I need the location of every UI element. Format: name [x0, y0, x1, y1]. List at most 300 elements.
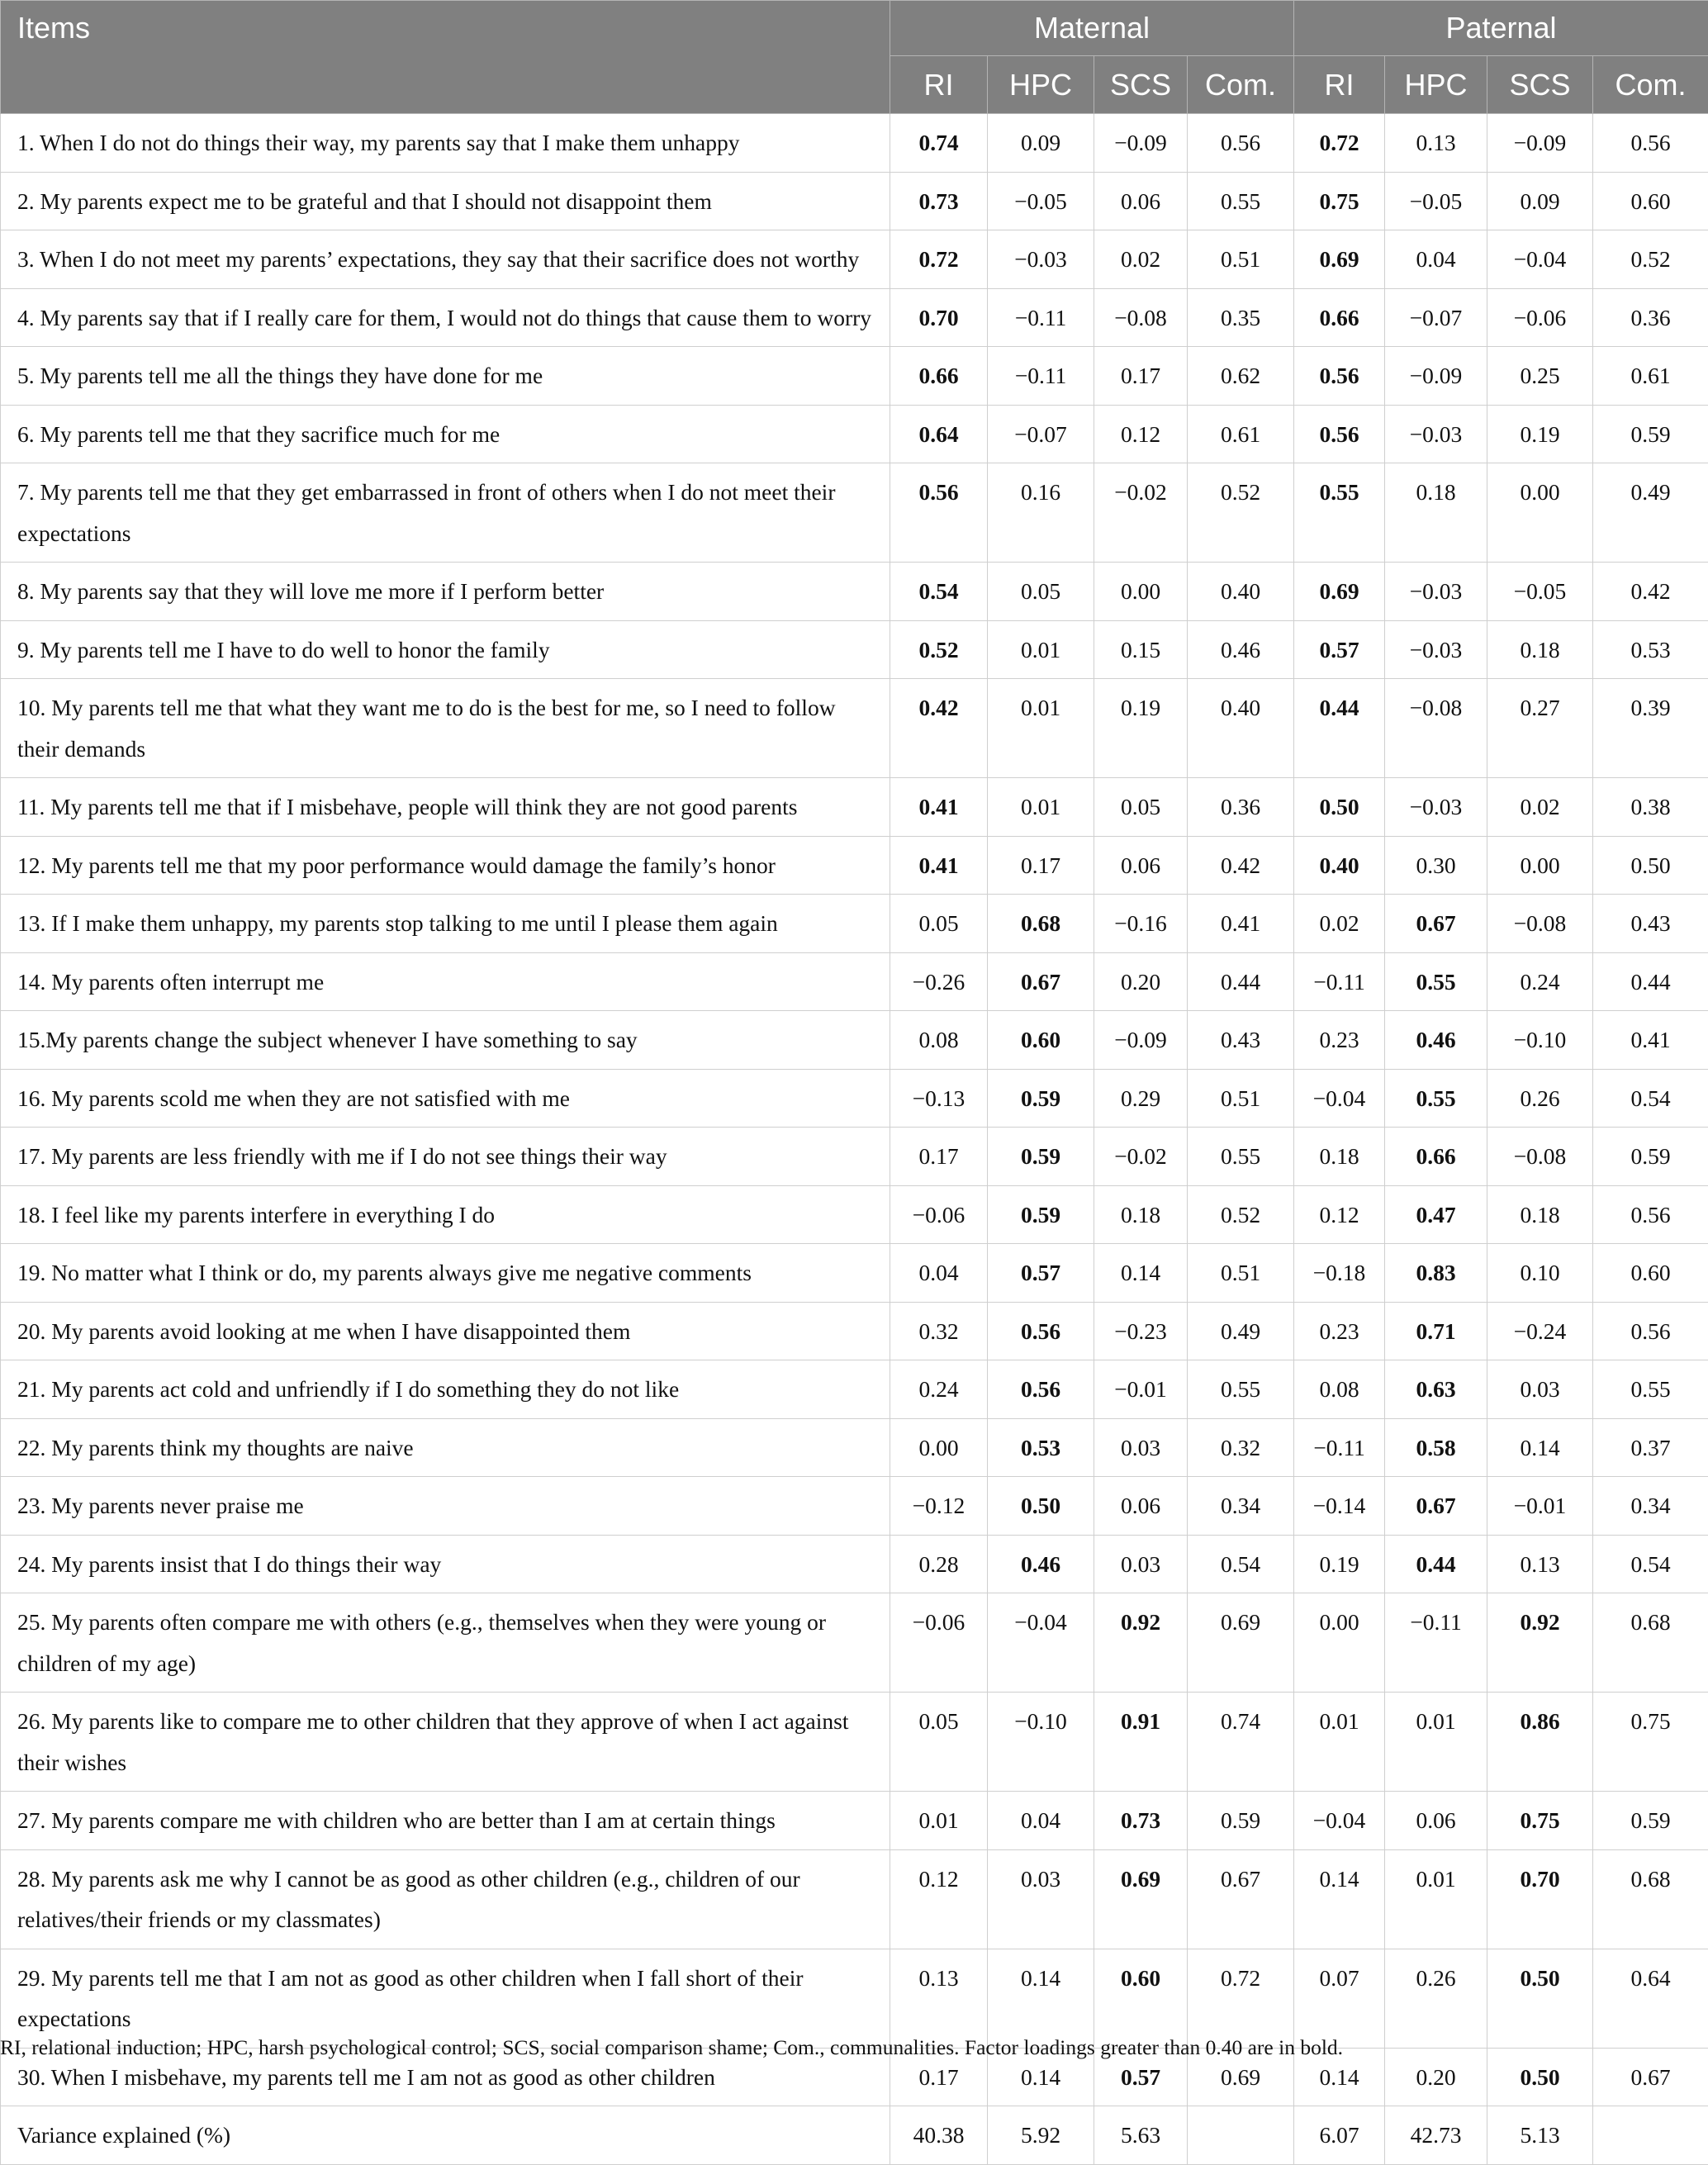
- loading-cell: −0.03: [1385, 405, 1487, 463]
- loading-cell: 0.32: [890, 1302, 988, 1360]
- loading-cell: 0.57: [988, 1244, 1094, 1303]
- table-row: [1, 778, 1708, 837]
- variance-cell: 5.13: [1487, 2106, 1593, 2165]
- table-row: [1, 1535, 1708, 1593]
- loading-cell: 0.64: [890, 405, 988, 463]
- loading-cell: 0.52: [1188, 1185, 1294, 1244]
- item-text: 30. When I misbehave, my parents tell me I am not as good as other children: [1, 2048, 890, 2106]
- loading-cell: 0.17: [1094, 347, 1188, 406]
- variance-cell: [1188, 2106, 1294, 2165]
- loading-cell: 0.05: [988, 563, 1094, 621]
- loading-cell: 0.06: [1385, 1792, 1487, 1850]
- loading-cell: 0.53: [1593, 620, 1708, 679]
- table-body: [1, 114, 1708, 2165]
- loading-cell: −0.14: [1294, 1477, 1385, 1536]
- loading-cell: −0.13: [890, 1069, 988, 1128]
- loading-cell: 0.74: [1188, 1693, 1294, 1792]
- loading-cell: 0.55: [1593, 1360, 1708, 1419]
- variance-cell: [1593, 2106, 1708, 2165]
- table-row: [1, 1069, 1708, 1128]
- loading-cell: 0.24: [1487, 952, 1593, 1011]
- loading-cell: −0.07: [1385, 288, 1487, 347]
- loading-cell: 0.18: [1094, 1185, 1188, 1244]
- item-text: 27. My parents compare me with children who are better than I am at certain things: [1, 1792, 890, 1850]
- loading-cell: 0.55: [1294, 463, 1385, 563]
- loading-cell: 0.05: [890, 895, 988, 953]
- table-row: [1, 952, 1708, 1011]
- loading-cell: 0.60: [988, 1011, 1094, 1070]
- loading-cell: 0.06: [1094, 1477, 1188, 1536]
- loading-cell: 0.02: [1094, 230, 1188, 289]
- loading-cell: 0.38: [1593, 778, 1708, 837]
- header-items: Items: [1, 1, 890, 114]
- loading-cell: −0.18: [1294, 1244, 1385, 1303]
- item-text: 11. My parents tell me that if I misbehave, people will think they are not good parents: [1, 778, 890, 837]
- item-text: 3. When I do not meet my parents’ expectations, they say that their sacrifice does not worthy: [1, 230, 890, 289]
- loading-cell: 0.56: [1593, 114, 1708, 173]
- loading-cell: −0.01: [1094, 1360, 1188, 1419]
- loading-cell: 0.68: [988, 895, 1094, 953]
- loading-cell: 0.67: [1188, 1849, 1294, 1949]
- loading-cell: 0.55: [1188, 172, 1294, 230]
- loading-cell: 0.36: [1188, 778, 1294, 837]
- loading-cell: 0.51: [1188, 230, 1294, 289]
- loading-cell: 0.00: [1294, 1593, 1385, 1693]
- loading-cell: 0.42: [1593, 563, 1708, 621]
- table-row: [1, 1693, 1708, 1792]
- item-text: 14. My parents often interrupt me: [1, 952, 890, 1011]
- loading-cell: 0.55: [1188, 1360, 1294, 1419]
- loading-cell: 0.50: [1487, 2048, 1593, 2106]
- variance-cell: 5.92: [988, 2106, 1094, 2165]
- table-row: [1, 1949, 1708, 2048]
- loading-cell: 0.17: [890, 1128, 988, 1186]
- loading-cell: 0.14: [988, 2048, 1094, 2106]
- loading-cell: 0.54: [1593, 1069, 1708, 1128]
- loading-cell: 0.04: [890, 1244, 988, 1303]
- table-row: [1, 1849, 1708, 1949]
- loading-cell: 0.67: [1593, 2048, 1708, 2106]
- loading-cell: 0.50: [1593, 836, 1708, 895]
- loading-cell: −0.26: [890, 952, 988, 1011]
- loading-cell: 0.03: [988, 1849, 1094, 1949]
- loading-cell: 0.44: [1294, 679, 1385, 778]
- loading-cell: −0.03: [1385, 620, 1487, 679]
- loading-cell: 0.68: [1593, 1849, 1708, 1949]
- item-text: 26. My parents like to compare me to other children that they approve of when I act against their wishes: [1, 1693, 890, 1792]
- loading-cell: 0.72: [890, 230, 988, 289]
- loading-cell: 0.74: [890, 114, 988, 173]
- loading-cell: 0.14: [1487, 1418, 1593, 1477]
- loading-cell: 0.56: [1593, 1185, 1708, 1244]
- variance-cell: 42.73: [1385, 2106, 1487, 2165]
- loading-cell: −0.03: [1385, 563, 1487, 621]
- loading-cell: 0.00: [1094, 563, 1188, 621]
- item-text: 8. My parents say that they will love me more if I perform better: [1, 563, 890, 621]
- item-text: 4. My parents say that if I really care for them, I would not do things that cause them to worry: [1, 288, 890, 347]
- loading-cell: 0.19: [1487, 405, 1593, 463]
- loading-cell: 0.08: [1294, 1360, 1385, 1419]
- item-text: 5. My parents tell me all the things they have done for me: [1, 347, 890, 406]
- loading-cell: 0.09: [988, 114, 1094, 173]
- loading-cell: −0.01: [1487, 1477, 1593, 1536]
- loading-cell: 0.36: [1593, 288, 1708, 347]
- loading-cell: 0.56: [1188, 114, 1294, 173]
- loading-cell: 0.01: [890, 1792, 988, 1850]
- loading-cell: 0.58: [1385, 1418, 1487, 1477]
- loading-cell: 0.23: [1294, 1302, 1385, 1360]
- loading-cell: −0.09: [1094, 1011, 1188, 1070]
- loading-cell: 0.71: [1385, 1302, 1487, 1360]
- loading-cell: 0.52: [1593, 230, 1708, 289]
- loading-cell: 0.26: [1385, 1949, 1487, 2048]
- table-row: [1, 1418, 1708, 1477]
- loading-cell: 0.01: [988, 620, 1094, 679]
- loading-cell: 0.61: [1593, 347, 1708, 406]
- loading-cell: 0.42: [1188, 836, 1294, 895]
- table-row: [1, 172, 1708, 230]
- item-text: 24. My parents insist that I do things their way: [1, 1535, 890, 1593]
- loading-cell: 0.12: [890, 1849, 988, 1949]
- loading-cell: 0.70: [1487, 1849, 1593, 1949]
- loading-cell: −0.11: [1385, 1593, 1487, 1693]
- loading-cell: 0.55: [1385, 952, 1487, 1011]
- item-text: 12. My parents tell me that my poor performance would damage the family’s honor: [1, 836, 890, 895]
- loading-cell: −0.03: [1385, 778, 1487, 837]
- loading-cell: 0.01: [988, 679, 1094, 778]
- table-row: [1, 114, 1708, 173]
- loading-cell: −0.04: [1294, 1792, 1385, 1850]
- loading-cell: 0.13: [890, 1949, 988, 2048]
- loading-cell: 0.69: [1188, 1593, 1294, 1693]
- loading-cell: −0.04: [988, 1593, 1094, 1693]
- loading-cell: 0.00: [1487, 463, 1593, 563]
- loading-cell: 0.51: [1188, 1244, 1294, 1303]
- loading-cell: 0.68: [1593, 1593, 1708, 1693]
- loading-cell: 0.55: [1385, 1069, 1487, 1128]
- table-header: [1, 1, 1708, 114]
- loading-cell: 0.05: [890, 1693, 988, 1792]
- loading-cell: −0.05: [988, 172, 1094, 230]
- loading-cell: 0.60: [1094, 1949, 1188, 2048]
- loading-cell: 0.47: [1385, 1185, 1487, 1244]
- loading-cell: 0.24: [890, 1360, 988, 1419]
- loading-cell: 0.56: [988, 1302, 1094, 1360]
- loading-cell: 0.50: [988, 1477, 1094, 1536]
- loading-cell: −0.10: [988, 1693, 1094, 1792]
- item-text: 15.My parents change the subject whenever I have something to say: [1, 1011, 890, 1070]
- loading-cell: 0.66: [1385, 1128, 1487, 1186]
- loading-cell: 0.02: [1487, 778, 1593, 837]
- loading-cell: 0.10: [1487, 1244, 1593, 1303]
- loading-cell: 0.62: [1188, 347, 1294, 406]
- loading-cell: 0.60: [1593, 172, 1708, 230]
- loading-cell: 0.41: [1188, 895, 1294, 953]
- subheader-maternal-scs: SCS: [1094, 56, 1188, 114]
- loading-cell: 0.50: [1487, 1949, 1593, 2048]
- subheader-maternal-hpc: HPC: [988, 56, 1094, 114]
- item-text: 21. My parents act cold and unfriendly if I do something they do not like: [1, 1360, 890, 1419]
- loading-cell: 0.59: [1593, 405, 1708, 463]
- loading-cell: 0.25: [1487, 347, 1593, 406]
- loading-cell: 0.46: [988, 1535, 1094, 1593]
- loading-cell: 0.09: [1487, 172, 1593, 230]
- loading-cell: 0.17: [988, 836, 1094, 895]
- loading-cell: −0.11: [1294, 952, 1385, 1011]
- loading-cell: 0.26: [1487, 1069, 1593, 1128]
- loading-cell: 0.14: [1294, 2048, 1385, 2106]
- item-text: 7. My parents tell me that they get embarrassed in front of others when I do not meet their expectations: [1, 463, 890, 563]
- loading-cell: 0.34: [1593, 1477, 1708, 1536]
- loading-cell: 0.18: [1487, 620, 1593, 679]
- loading-cell: 0.27: [1487, 679, 1593, 778]
- table-row: [1, 288, 1708, 347]
- item-text: 9. My parents tell me I have to do well to honor the family: [1, 620, 890, 679]
- table-row: [1, 1185, 1708, 1244]
- loading-cell: 0.18: [1487, 1185, 1593, 1244]
- loading-cell: −0.05: [1385, 172, 1487, 230]
- loading-cell: 0.72: [1294, 114, 1385, 173]
- loading-cell: 0.92: [1487, 1593, 1593, 1693]
- loading-cell: 0.00: [890, 1418, 988, 1477]
- loading-cell: 0.40: [1188, 679, 1294, 778]
- item-text: 20. My parents avoid looking at me when I have disappointed them: [1, 1302, 890, 1360]
- loading-cell: 0.14: [1294, 1849, 1385, 1949]
- table-footnote: RI, relational induction; HPC, harsh psychological control; SCS, social comparison shame; Com., communalities. Factor loadings greater than 0.40 are in bold.: [0, 2035, 1343, 2060]
- loading-cell: 0.40: [1294, 836, 1385, 895]
- loading-cell: 0.66: [890, 347, 988, 406]
- loading-cell: −0.09: [1487, 114, 1593, 173]
- loading-cell: 0.35: [1188, 288, 1294, 347]
- loading-cell: 0.60: [1593, 1244, 1708, 1303]
- variance-cell: 5.63: [1094, 2106, 1188, 2165]
- loading-cell: 0.29: [1094, 1069, 1188, 1128]
- loading-cell: 0.92: [1094, 1593, 1188, 1693]
- loading-cell: 0.75: [1593, 1693, 1708, 1792]
- loading-cell: 0.41: [1593, 1011, 1708, 1070]
- loading-cell: 0.08: [890, 1011, 988, 1070]
- loading-cell: 0.13: [1487, 1535, 1593, 1593]
- loading-cell: −0.06: [1487, 288, 1593, 347]
- loading-cell: −0.11: [988, 347, 1094, 406]
- table-row: [1, 1302, 1708, 1360]
- loading-cell: 0.59: [988, 1185, 1094, 1244]
- loading-cell: 0.07: [1294, 1949, 1385, 2048]
- loading-cell: 0.04: [988, 1792, 1094, 1850]
- variance-label: Variance explained (%): [1, 2106, 890, 2165]
- loading-cell: 0.18: [1385, 463, 1487, 563]
- loading-cell: −0.04: [1487, 230, 1593, 289]
- loading-cell: 0.59: [1188, 1792, 1294, 1850]
- loading-cell: 0.59: [1593, 1792, 1708, 1850]
- loading-cell: 0.56: [988, 1360, 1094, 1419]
- loading-cell: 0.49: [1188, 1302, 1294, 1360]
- loading-cell: 0.67: [1385, 895, 1487, 953]
- loading-cell: 0.57: [1094, 2048, 1188, 2106]
- table-row: [1, 1128, 1708, 1186]
- item-text: 18. I feel like my parents interfere in everything I do: [1, 1185, 890, 1244]
- loading-cell: 0.18: [1294, 1128, 1385, 1186]
- loading-cell: 0.28: [890, 1535, 988, 1593]
- loading-cell: 0.12: [1294, 1185, 1385, 1244]
- loading-cell: 0.03: [1487, 1360, 1593, 1419]
- loading-cell: −0.11: [1294, 1418, 1385, 1477]
- table-row: [1, 463, 1708, 563]
- loading-cell: 0.34: [1188, 1477, 1294, 1536]
- loading-cell: 0.51: [1188, 1069, 1294, 1128]
- loading-cell: 0.00: [1487, 836, 1593, 895]
- loading-cell: 0.14: [1094, 1244, 1188, 1303]
- item-text: 17. My parents are less friendly with me if I do not see things their way: [1, 1128, 890, 1186]
- loading-cell: 0.01: [988, 778, 1094, 837]
- item-text: 6. My parents tell me that they sacrifice much for me: [1, 405, 890, 463]
- loading-cell: −0.08: [1487, 895, 1593, 953]
- loading-cell: 0.75: [1294, 172, 1385, 230]
- loading-cell: 0.42: [890, 679, 988, 778]
- loading-cell: 0.43: [1188, 1011, 1294, 1070]
- loading-cell: −0.02: [1094, 463, 1188, 563]
- loading-cell: 0.64: [1593, 1949, 1708, 2048]
- table-row: [1, 1011, 1708, 1070]
- item-text: 25. My parents often compare me with others (e.g., themselves when they were young or children of my age): [1, 1593, 890, 1693]
- subheader-paternal-com: Com.: [1593, 56, 1708, 114]
- loading-cell: 0.73: [1094, 1792, 1188, 1850]
- loading-cell: 0.44: [1593, 952, 1708, 1011]
- table-row: [1, 405, 1708, 463]
- loading-cell: 0.59: [988, 1128, 1094, 1186]
- loading-cell: −0.16: [1094, 895, 1188, 953]
- loading-cell: 0.72: [1188, 1949, 1294, 2048]
- loading-cell: 0.67: [988, 952, 1094, 1011]
- loading-cell: 0.69: [1188, 2048, 1294, 2106]
- loading-cell: 0.30: [1385, 836, 1487, 895]
- item-text: 13. If I make them unhappy, my parents stop talking to me until I please them again: [1, 895, 890, 953]
- loading-cell: 0.43: [1593, 895, 1708, 953]
- loading-cell: −0.06: [890, 1593, 988, 1693]
- loading-cell: 0.41: [890, 778, 988, 837]
- variance-cell: 6.07: [1294, 2106, 1385, 2165]
- loading-cell: −0.09: [1385, 347, 1487, 406]
- variance-explained-row: [1, 2106, 1708, 2165]
- loading-cell: 0.49: [1593, 463, 1708, 563]
- loading-cell: 0.39: [1593, 679, 1708, 778]
- loading-cell: 0.63: [1385, 1360, 1487, 1419]
- loading-cell: 0.44: [1385, 1535, 1487, 1593]
- table-row: [1, 230, 1708, 289]
- loading-cell: 0.13: [1385, 114, 1487, 173]
- item-text: 19. No matter what I think or do, my parents always give me negative comments: [1, 1244, 890, 1303]
- loading-cell: −0.07: [988, 405, 1094, 463]
- table-row: [1, 1593, 1708, 1693]
- table-row: [1, 895, 1708, 953]
- item-text: 23. My parents never praise me: [1, 1477, 890, 1536]
- loading-cell: 0.69: [1094, 1849, 1188, 1949]
- loading-cell: −0.23: [1094, 1302, 1188, 1360]
- loading-cell: 0.20: [1385, 2048, 1487, 2106]
- table-row: [1, 1477, 1708, 1536]
- loading-cell: 0.50: [1294, 778, 1385, 837]
- loading-cell: 0.23: [1294, 1011, 1385, 1070]
- loading-cell: 0.56: [1593, 1302, 1708, 1360]
- loading-cell: 0.01: [1294, 1693, 1385, 1792]
- loading-cell: 0.06: [1094, 836, 1188, 895]
- loading-cell: 0.54: [1593, 1535, 1708, 1593]
- loading-cell: −0.08: [1094, 288, 1188, 347]
- loading-cell: 0.04: [1385, 230, 1487, 289]
- loading-cell: 0.56: [890, 463, 988, 563]
- loading-cell: 0.15: [1094, 620, 1188, 679]
- loading-cell: 0.70: [890, 288, 988, 347]
- loading-cell: 0.61: [1188, 405, 1294, 463]
- loading-cell: 0.54: [1188, 1535, 1294, 1593]
- table-row: [1, 1792, 1708, 1850]
- loading-cell: −0.09: [1094, 114, 1188, 173]
- loading-cell: 0.55: [1188, 1128, 1294, 1186]
- loading-cell: −0.02: [1094, 1128, 1188, 1186]
- subheader-maternal-com: Com.: [1188, 56, 1294, 114]
- loading-cell: 0.14: [988, 1949, 1094, 2048]
- loading-cell: 0.02: [1294, 895, 1385, 953]
- table-row: [1, 836, 1708, 895]
- item-text: 2. My parents expect me to be grateful and that I should not disappoint them: [1, 172, 890, 230]
- header-paternal: Paternal: [1294, 1, 1708, 56]
- table-row: [1, 620, 1708, 679]
- loading-cell: 0.52: [1188, 463, 1294, 563]
- table-row: [1, 347, 1708, 406]
- loading-cell: 0.83: [1385, 1244, 1487, 1303]
- loading-cell: 0.05: [1094, 778, 1188, 837]
- loading-cell: 0.01: [1385, 1849, 1487, 1949]
- subheader-paternal-ri: RI: [1294, 56, 1385, 114]
- loading-cell: 0.73: [890, 172, 988, 230]
- loading-cell: −0.08: [1385, 679, 1487, 778]
- loading-cell: 0.91: [1094, 1693, 1188, 1792]
- loading-cell: 0.46: [1188, 620, 1294, 679]
- loading-cell: 0.67: [1385, 1477, 1487, 1536]
- loading-cell: −0.05: [1487, 563, 1593, 621]
- loading-cell: 0.59: [988, 1069, 1094, 1128]
- table-row: [1, 679, 1708, 778]
- item-text: 1. When I do not do things their way, my parents say that I make them unhappy: [1, 114, 890, 173]
- loading-cell: 0.12: [1094, 405, 1188, 463]
- loading-cell: 0.01: [1385, 1693, 1487, 1792]
- loading-cell: 0.20: [1094, 952, 1188, 1011]
- loading-cell: 0.06: [1094, 172, 1188, 230]
- item-text: 29. My parents tell me that I am not as good as other children when I fall short of their expectations: [1, 1949, 890, 2048]
- table-row: [1, 1244, 1708, 1303]
- loading-cell: 0.59: [1593, 1128, 1708, 1186]
- item-text: 28. My parents ask me why I cannot be as good as other children (e.g., children of our relatives/their friends or my classmates): [1, 1849, 890, 1949]
- loading-cell: 0.53: [988, 1418, 1094, 1477]
- loading-cell: −0.03: [988, 230, 1094, 289]
- loading-cell: 0.75: [1487, 1792, 1593, 1850]
- loading-cell: −0.04: [1294, 1069, 1385, 1128]
- loading-cell: 0.44: [1188, 952, 1294, 1011]
- loading-cell: 0.69: [1294, 563, 1385, 621]
- loading-cell: 0.17: [890, 2048, 988, 2106]
- loading-cell: 0.41: [890, 836, 988, 895]
- loading-cell: −0.08: [1487, 1128, 1593, 1186]
- loading-cell: 0.03: [1094, 1535, 1188, 1593]
- loading-cell: 0.57: [1294, 620, 1385, 679]
- subheader-maternal-ri: RI: [890, 56, 988, 114]
- loading-cell: 0.86: [1487, 1693, 1593, 1792]
- loading-cell: 0.46: [1385, 1011, 1487, 1070]
- header-maternal: Maternal: [890, 1, 1294, 56]
- loading-cell: 0.56: [1294, 347, 1385, 406]
- loading-cell: 0.37: [1593, 1418, 1708, 1477]
- subheader-paternal-scs: SCS: [1487, 56, 1593, 114]
